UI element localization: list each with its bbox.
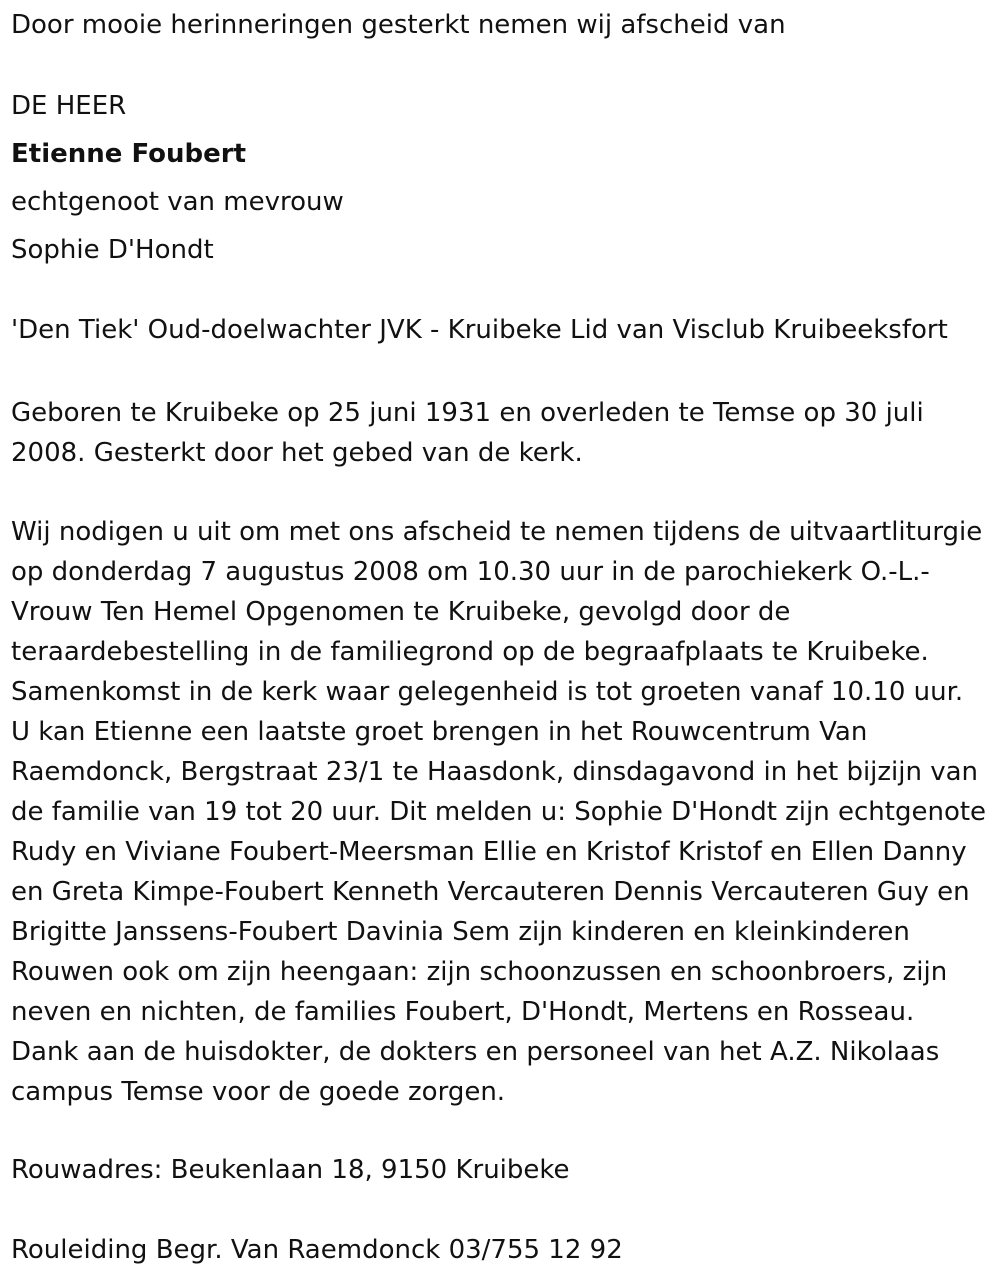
funeral-director: Rouleiding Begr. Van Raemdonck 03/755 12 92 <box>11 1235 623 1265</box>
spouse-label: echtgenoot van mevrouw <box>11 187 344 217</box>
nickname-line: 'Den Tiek' Oud-doelwachter JVK - Kruibeke Lid van Visclub Kruibeeksfort <box>11 315 948 345</box>
mourning-address: Rouwadres: Beukenlaan 18, 9150 Kruibeke <box>11 1155 570 1185</box>
spouse-name: Sophie D'Hondt <box>11 235 214 265</box>
invitation-paragraph: Wij nodigen u uit om met ons afscheid te nemen tijdens de uitvaartliturgie op donderdag 7 augustus 2008 om 10.30 uur in de parochiekerk O.-L.-Vrouw Ten Hemel Opgenomen te Kruibeke, gevolgd door de teraardebestelling in de familiegrond op de begraafplaats te Kruibeke. Samenkomst in de kerk waar gelegenheid is tot groeten vanaf 10.10 uur. U kan Etienne een laatste groet brengen in het Rouwcentrum Van Raemdonck, Bergstraat 23/1 te Haasdonk, dinsdagavond in het bijzijn van de familie van 19 tot 20 uur. Dit melden u: Sophie D'Hondt zijn echtgenote Rudy en Viviane Foubert-Meersman Ellie en Kristof Kristof en Ellen Danny en Greta Kimpe-Foubert Kenneth Vercauteren Dennis Vercauteren Guy en Brigitte Janssens-Foubert Davinia Sem zijn kinderen en kleinkinderen Rouwen ook om zijn heengaan: zijn schoonzussen en schoonbroers, zijn neven en nichten, de families Foubert, D'Hondt, Mertens en Rosseau. Dank aan de huisdokter, de dokters en personeel van het A.Z. Nikolaas campus Temse voor de goede zorgen. <box>11 517 987 1107</box>
deceased-name: Etienne Foubert <box>11 139 247 169</box>
intro-text: Door mooie herinneringen gesterkt nemen wij afscheid van <box>11 10 786 40</box>
honorific-title: DE HEER <box>11 91 127 121</box>
birth-death-paragraph: Geboren te Kruibeke op 25 juni 1931 en overleden te Temse op 30 juli 2008. Gesterkt door het gebed van de kerk. <box>11 398 924 468</box>
